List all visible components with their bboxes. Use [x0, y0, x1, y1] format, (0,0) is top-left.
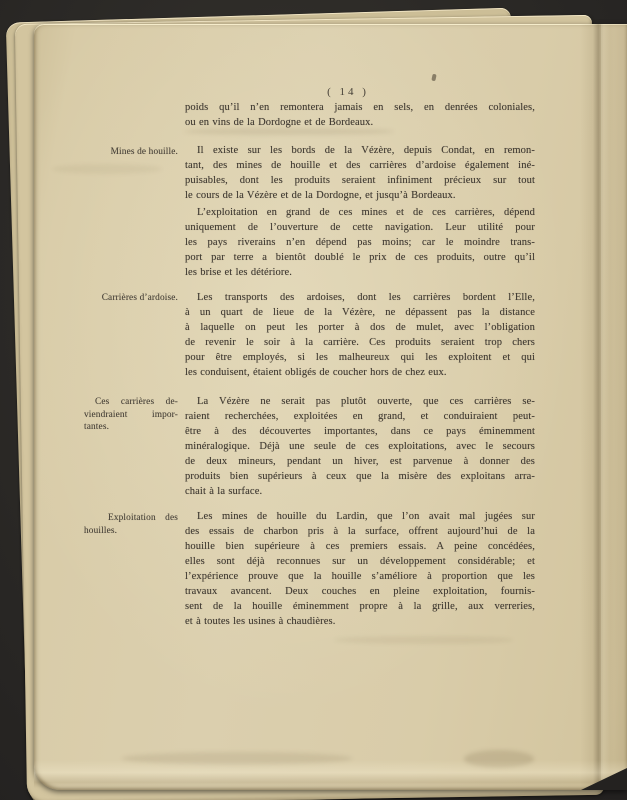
text-line: les conduisent, étaient obligés de coucher hors de chez eux. [185, 367, 447, 378]
text-line: Les transports des ardoises, dont les carrières bordent l’Elle, [197, 292, 535, 303]
text-line: houille bien supérieure à ces premiers essais. A peine concédées, [185, 541, 535, 552]
text-line: uniquement de l’ouverture de cette navigation. Leur utilité pour [185, 222, 535, 233]
text-line: travaux avancent. Deux couches en pleine exploitation, fournis- [185, 586, 535, 597]
text-line: tant, des mines de houille et des carrières d’ardoise également iné- [185, 160, 535, 171]
text-line: les brise et les détériore. [185, 267, 292, 278]
text-line: être à des découvertes importantes, dans ce pays éminemment [185, 426, 535, 437]
paragraph [185, 290, 535, 380]
paragraph [185, 143, 535, 203]
stray-ink-speck [431, 74, 436, 82]
text-line: poids qu’il n’en remontera jamais en sels, en denrées coloniales, [185, 102, 535, 113]
gutter-right-shading [601, 24, 627, 790]
text-line: raient recherchées, exploitées en grand, et conduiraient peut- [185, 411, 535, 422]
text-line: à laquelle on peut les porter à dos de mulet, avec l’obligation [185, 322, 535, 333]
text-line: elles sont déjà reconnues sur un développement considérable; et [185, 556, 535, 567]
text-line: viendraient impor- [84, 409, 178, 420]
text-line: port par terre a bientôt doublé le prix de ces produits, outre qu’il [185, 252, 535, 263]
ink-bleed-mark [52, 164, 162, 174]
text-line: l’expérience prouve que la houille s’améliore à proportion que les [185, 571, 535, 582]
text-line: ou en vins de la Dordogne et de Bordeaux. [185, 117, 374, 128]
text-line: de revenir le soir à la carrière. Ces produits seraient trop chers [185, 337, 535, 348]
paragraph [185, 100, 535, 130]
text-line: L’exploitation en grand de ces mines et de ces carrières, dépend [197, 207, 535, 218]
margin-note [84, 146, 178, 159]
margin-note [84, 396, 178, 434]
text-line: Carrières d’ardoise. [101, 293, 178, 303]
paragraph [185, 205, 535, 280]
text-line: Les mines de houille du Lardin, que l’on avait mal jugées sur [197, 511, 535, 522]
page-number: ( 14 ) [327, 86, 369, 98]
text-line: tantes. [84, 422, 110, 432]
text-line: chait à la surface. [185, 486, 263, 497]
margin-note [84, 512, 178, 537]
text-line: produits bien supérieurs à ceux que la misère des exploitans arra- [185, 471, 535, 482]
text-line: des essais de charbon pris à la surface, offrent aujourd’hui de la [185, 526, 535, 537]
paragraph [185, 509, 535, 629]
text-line: de deux mineurs, pendant un hiver, est parvenue à donner des [185, 456, 535, 467]
text-line: puisables, dont les produits seraient infiniment précieux sur tout [185, 175, 535, 186]
text-line: à un quart de lieue de la Vézère, ne dépassent pas la distance [185, 307, 535, 318]
text-line: houilles. [84, 525, 118, 536]
text-line: Mines de houille. [110, 147, 178, 157]
text-line: La Vézère ne serait pas plutôt ouverte, que ces carrières se- [197, 396, 535, 407]
text-line: sent de la houille éminemment propre à la grille, aux verreries, [185, 601, 535, 612]
text-line: et à toutes les usines à chaudières. [185, 616, 336, 627]
ink-bleed-mark [334, 636, 514, 644]
text-line: le cours de la Vézère et de la Dordogne, et jusqu’à Bordeaux. [185, 190, 456, 201]
text-line: pour être employés, si les malheureux qui les exploitent et qui [185, 352, 535, 363]
horizontal-crease [34, 760, 627, 788]
text-line: Ces carrières de- [95, 397, 178, 407]
margin-note [84, 292, 178, 305]
text-line: Exploitation des [108, 513, 178, 523]
text-line: Il existe sur les bords de la Vézère, depuis Condat, en remon- [197, 145, 535, 156]
text-line: minéralogique. Déjà une seule de ces exploitations, avec le secours [185, 441, 535, 452]
book-page [34, 24, 627, 790]
text-line: les pays riverains n’en dépend pas moins; car le moindre trans- [185, 237, 535, 248]
paragraph [185, 394, 535, 499]
